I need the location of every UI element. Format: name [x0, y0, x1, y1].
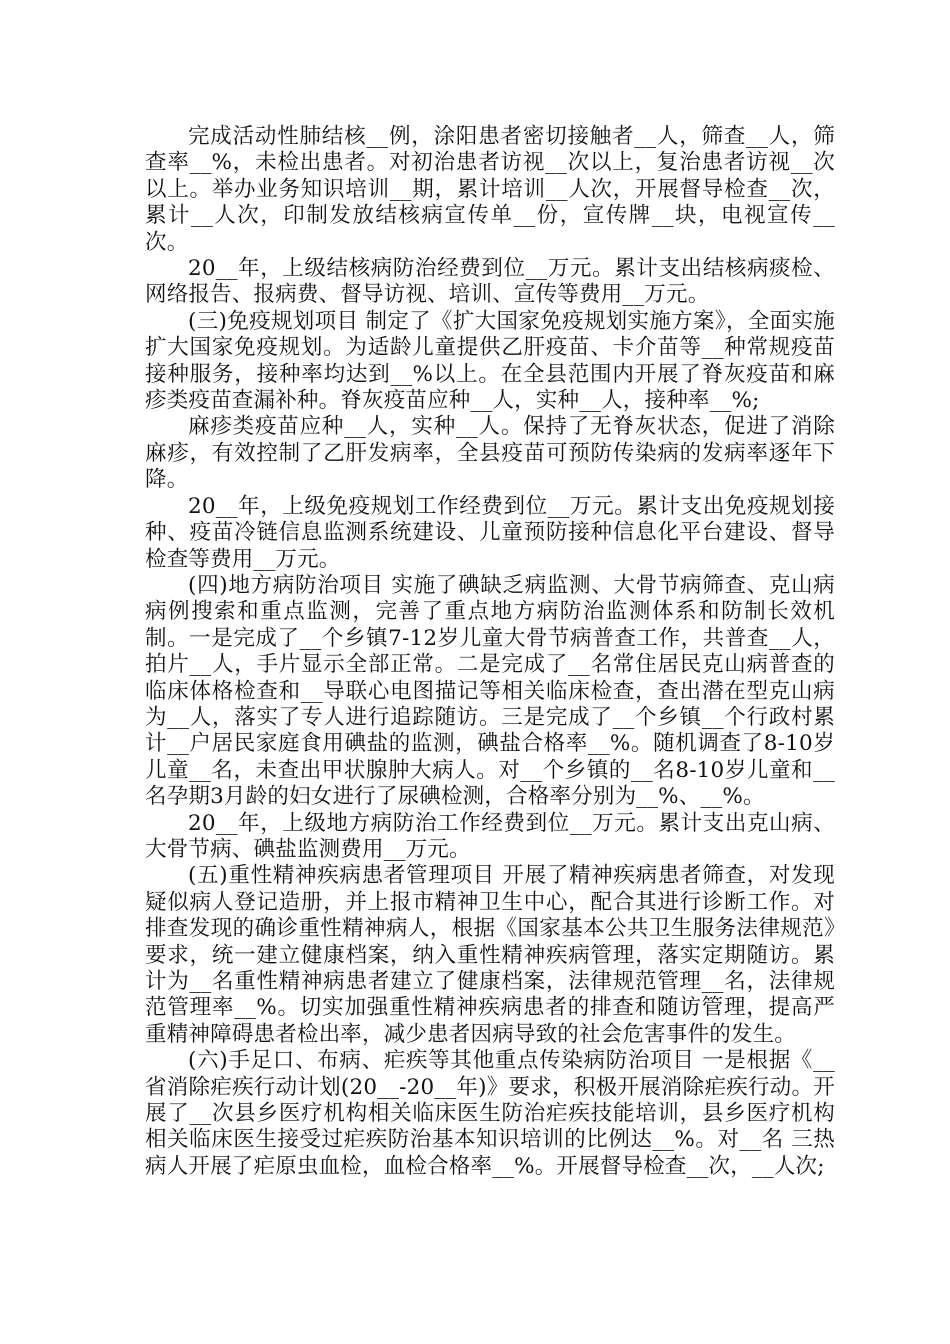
paragraph-immunization-program: (三)免疫规划项目 制定了《扩大国家免疫规划实施方案》，全面实施扩大国家免疫规划。为适龄儿童提供乙肝疫苗、卡介苗等__种常规疫苗接种服务，接种率均达到__%以上。在全县范围内开展了脊灰疫苗和麻疹类疫苗查漏补种。脊灰疫苗应种__人，实种__人，接种率__%; [145, 308, 835, 414]
paragraph-measles-vaccine: 麻疹类疫苗应种__人，实种__人。保持了无脊灰状态，促进了消除麻疹，有效控制了乙肝发病率，全县疫苗可预防传染病的发病率逐年下降。 [145, 414, 835, 493]
paragraph-tb-funding: 20__年，上级结核病防治经费到位__万元。累计支出结核病痰检、网络报告、报病费、督导访视、培训、宣传等费用__万元。 [145, 256, 835, 308]
paragraph-tb-screening: 完成活动性肺结核__例，涂阳患者密切接触者__人，筛查__人，筛查率__%，未检出患者。对初治患者访视__次以上，复治患者访视__次以上。举办业务知识培训__期，累计培训__人次，开展督导检查__次，累计__人次，印制发放结核病宣传单__份，宣传牌__块，电视宣传__次。 [145, 124, 835, 255]
paragraph-immunization-funding: 20__年，上级免疫规划工作经费到位__万元。累计支出免疫规划接种、疫苗冷链信息监测系统建设、儿童预防接种信息化平台建设、督导检查等费用__万元。 [145, 493, 835, 572]
paragraph-endemic-disease-program: (四)地方病防治项目 实施了碘缺乏病监测、大骨节病筛查、克山病病例搜索和重点监测，完善了重点地方病防治监测体系和防制长效机制。一是完成了__个乡镇7-12岁儿童大骨节病普查工作，共普查__人，拍片__人，手片显示全部正常。二是完成了__名常住居民克山病普查的临床体格检查和__导联心电图描记等相关临床检查，查出潜在型克山病为__人，落实了专人进行追踪随访。三是完成了__个乡镇__个行政村累计__户居民家庭食用碘盐的监测，碘盐合格率__%。随机调查了8-10岁儿童__名，未查出甲状腺肿大病人。对__个乡镇的__名8-10岁儿童和__名孕期3月龄的妇女进行了尿碘检测，合格率分别为__%、__%。 [145, 572, 835, 810]
paragraph-mental-illness-program: (五)重性精神疾病患者管理项目 开展了精神疾病患者筛查，对发现疑似病人登记造册，并上报市精神卫生中心，配合其进行诊断工作。对排查发现的确诊重性精神病人，根据《国家基本公共卫生服务法律规范》要求，统一建立健康档案，纳入重性精神疾病管理，落实定期随访。累计为__名重性精神病患者建立了健康档案，法律规范管理__名，法律规范管理率__%。切实加强重性精神疾病患者的排查和随访管理，提高严重精神障碍患者检出率，减少患者因病导致的社会危害事件的发生。 [145, 863, 835, 1047]
document-body [145, 124, 835, 1180]
paragraph-infectious-disease-program: (六)手足口、布病、疟疾等其他重点传染病防治项目 一是根据《__省消除疟疾行动计划(20__-20__年)》要求，积极开展消除疟疾行动。开展了__次县乡医疗机构相关临床医生防治疟疾技能培训，县乡医疗机构相关临床医生接受过疟疾防治基本知识培训的比例达__%。对__名 三热 病人开展了疟原虫血检，血检合格率__%。开展督导检查__次，__人次; [145, 1048, 835, 1179]
paragraph-endemic-disease-funding: 20__年，上级地方病防治工作经费到位__万元。累计支出克山病、大骨节病、碘盐监测费用__万元。 [145, 810, 835, 862]
